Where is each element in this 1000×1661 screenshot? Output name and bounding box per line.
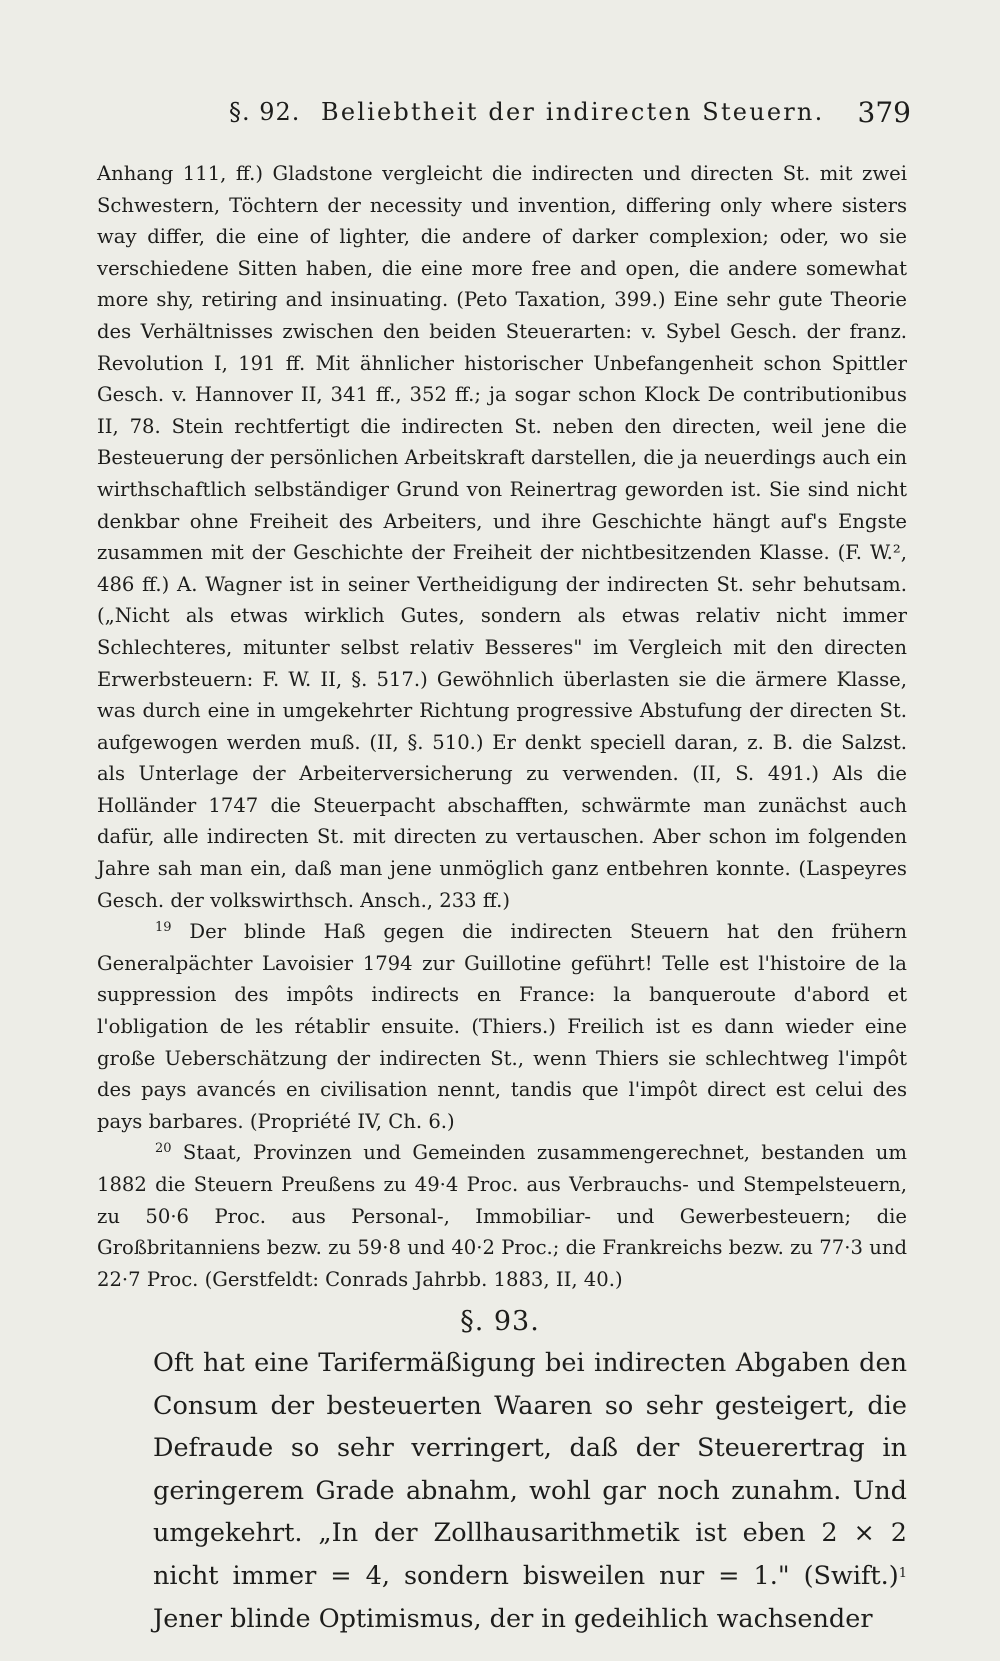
section-93-text-continued: Jener blinde Optimismus, der in gedeihlich wachsender [153,1603,873,1634]
running-header [195,98,911,134]
footnote-19-text: Der blinde Haß gegen die indirecten Steuern hat den frühern Generalpächter Lavoisier 1794 zur Guillotine geführt! Telle est l'histoire de la suppression des impôts indirects en France: la banqueroute d'abord et l'obligation de les rétablir ensuite. (Thiers.) Freilich ist es dann wieder eine große Ueberschätzung der indirecten St., wenn Thiers sie schlechtweg l'impôt des pays avancés en civilisation nennt, tandis que l'impôt direct est celui des pays barbares. (Propriété IV, Ch. 6.) [97,920,908,1133]
header-section-number: §. 92. [229,98,301,126]
page-number: 379 [857,96,911,129]
header-title: Beliebtheit der indirecten Steuern. [321,98,825,126]
footnote-ref-1: 1 [898,1565,907,1581]
section-93-text: Oft hat eine Tarifermäßigung bei indirecten Abgaben den Consum der besteuerten Waaren so sehr gesteigert, die Defraude so sehr verringert, daß der Steuerertrag in geringerem Grade abnahm, wohl gar noch zunahm. Und umgekehrt. „In der Zollhausarithmetik ist eben 2 × 2 nicht immer = 4, sondern bisweilen nur = 1." (Swift.) [153,1348,907,1591]
section-heading: §. 93. [460,1306,540,1337]
footnote-20 [97,1137,907,1295]
section-93-body [153,1342,907,1640]
footnote-19 [97,916,907,1137]
footnote-block [97,158,907,1295]
footnote-19-marker: 19 [155,920,172,936]
footnote-continuation: Anhang 111, ff.) Gladstone vergleicht die indirecten und directen St. mit zwei Schwestern, Töchtern der necessity und invention, differing only where sisters way differ, die eine of lighter, die andere of darker complexion; oder, wo sie verschiedene Sitten haben, die eine more free and open, die andere somewhat more shy, retiring and insinuating. (Peto Taxation, 399.) Eine sehr gute Theorie des Verhältnisses zwischen den beiden Steuerarten: v. Sybel Gesch. der franz. Revolution I, 191 ff. Mit ähnlicher historischer Unbefangenheit schon Spittler Gesch. v. Hannover II, 341 ff., 352 ff.; ja sogar schon Klock De contributionibus II, 78. Stein rechtfertigt die indirecten St. neben den directen, weil jene die Besteuerung der persönlichen Arbeitskraft darstellen, die ja neuerdings auch ein wirthschaftlich selbständiger Grund von Reinertrag geworden ist. Sie sind nicht denkbar ohne Freiheit des Arbeiters, und ihre Geschichte hängt auf's Engste zusammen mit der Geschichte der Freiheit der nichtbesitzenden Klasse. (F. W.², 486 ff.) A. Wagner ist in seiner Vertheidigung der indirecten St. sehr behutsam. („Nicht als etwas wirklich Gutes, sondern als etwas relativ nicht immer Schlechteres, mitunter selbst relativ Besseres" im Vergleich mit den directen Erwerbsteuern: F. W. II, §. 517.) Gewöhnlich überlasten sie die ärmere Klasse, was durch eine in umgekehrter Richtung progressive Abstufung der directen St. aufgewogen werden muß. (II, §. 510.) Er denkt speciell daran, z. B. die Salzst. als Unterlage der Arbeiterversicherung zu verwenden. (II, S. 491.) Als die Holländer 1747 die Steuerpacht abschafften, schwärmte man zunächst auch dafür, alle indirecten St. mit directen zu vertauschen. Aber schon im folgenden Jahre sah man ein, daß man jene unmöglich ganz entbehren konnte. (Laspeyres Gesch. der volkswirthsch. Ansch., 233 ff.) [97,162,907,912]
footnote-20-marker: 20 [155,1141,172,1157]
footnote-20-text: Staat, Provinzen und Gemeinden zusammengerechnet, bestanden um 1882 die Steuern Preußens zu 49·4 Proc. aus Verbrauchs- und Stempelsteuern, zu 50·6 Proc. aus Personal-, Immobiliar- und Gewerbesteuern; die Großbritanniens bezw. zu 59·8 und 40·2 Proc.; die Frankreichs bezw. zu 77·3 und 22·7 Proc. (Gerstfeldt: Conrads Jahrbb. 1883, II, 40.) [97,1141,907,1291]
section-93-paragraph [153,1342,907,1640]
